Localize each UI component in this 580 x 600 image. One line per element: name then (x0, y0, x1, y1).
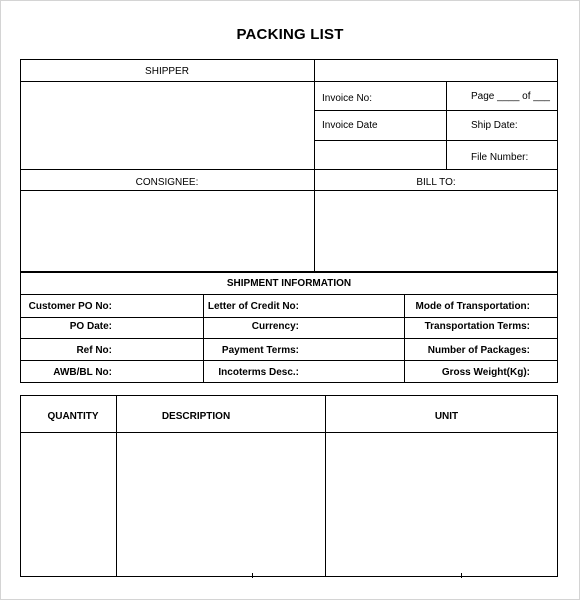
customer-po-label: Customer PO No: (28, 301, 112, 312)
bill-to-label: BILL TO: (416, 177, 456, 188)
page-title: PACKING LIST (236, 26, 344, 43)
items-table (20, 395, 558, 577)
divider (446, 81, 447, 169)
divider (20, 338, 558, 339)
po-date-label: PO Date: (69, 321, 112, 332)
mode-of-transportation-label: Mode of Transportation: (415, 301, 530, 312)
divider (116, 395, 117, 577)
unit-column-header: UNIT (434, 411, 459, 422)
ship-date-label: Ship Date: (471, 120, 518, 131)
divider (314, 140, 558, 141)
divider (252, 573, 253, 578)
currency-label: Currency: (251, 321, 299, 332)
transportation-terms-label: Transportation Terms: (424, 321, 530, 332)
divider (461, 573, 462, 578)
awb-bl-no-label: AWB/BL No: (53, 367, 112, 378)
shipment-information-heading: SHIPMENT INFORMATION (226, 278, 352, 289)
payment-terms-label: Payment Terms: (221, 345, 299, 356)
shipper-label: SHIPPER (145, 66, 189, 77)
description-column-header: DESCRIPTION (161, 411, 231, 422)
page-label: Page ____ of ___ (471, 91, 550, 102)
ref-no-label: Ref No: (76, 345, 112, 356)
divider (20, 432, 558, 433)
divider (20, 317, 558, 318)
quantity-column-header: QUANTITY (47, 411, 99, 422)
letter-of-credit-label: Letter of Credit No: (207, 301, 299, 312)
gross-weight-label: Gross Weight(Kg): (441, 367, 530, 378)
divider (20, 360, 558, 361)
number-of-packages-label: Number of Packages: (427, 345, 530, 356)
divider (325, 395, 326, 577)
invoice-no-label: Invoice No: (322, 93, 373, 104)
divider (20, 294, 558, 295)
consignee-label: CONSIGNEE: (135, 177, 199, 188)
invoice-date-label: Invoice Date (322, 120, 378, 131)
divider (20, 81, 558, 82)
incoterms-desc-label: Incoterms Desc.: (218, 367, 299, 378)
divider (20, 190, 558, 191)
divider (314, 110, 558, 111)
divider (314, 59, 315, 272)
divider (20, 169, 558, 170)
file-number-label: File Number: (471, 152, 529, 163)
